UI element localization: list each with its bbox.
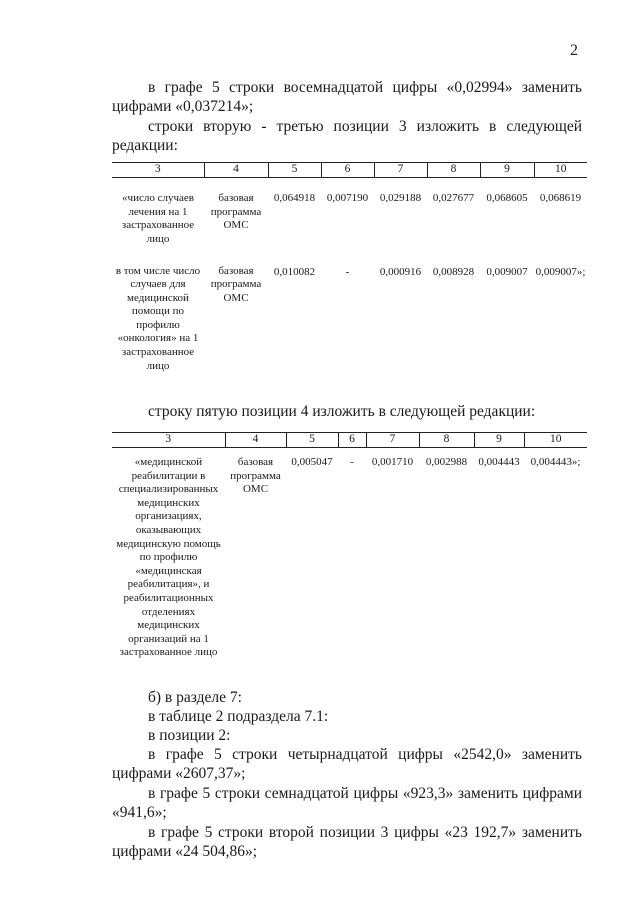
value-cell: 0,004443»; [530,456,581,468]
value-cell: 0,068619 [539,192,582,204]
value-cell: 0,004443 [478,456,520,468]
program-cell: базовая программа ОМС [230,456,281,496]
indicator-cell: «число случаев лечения на 1 застрахованное лицо [121,192,195,245]
value-cell: 0,009007»; [535,265,586,278]
table-header-row [112,163,587,178]
paragraph-row18-graph5 [112,78,582,116]
paragraph-row5-pos4 [148,402,588,421]
value-cell: 0,029188 [379,192,422,204]
col-header-7: 7 [366,433,419,448]
value-cell: 0,008928 [432,265,475,278]
col-header-7: 7 [374,163,427,178]
page-number: 2 [570,42,578,59]
paragraph-row17 [112,784,582,822]
table-row [112,260,587,380]
table2-subsection-line: в таблице 2 подраздела 7.1: [148,708,329,725]
value-cell: 0,000916 [379,265,422,278]
col-header-10: 10 [524,433,587,448]
value-cell: 0,010082 [273,265,316,278]
paragraph-row2-pos3 [112,823,582,861]
indicator-cell: в том числе число случаев для медицинской помощи по профилю «онкология» на 1 застрахованное лицо [115,264,201,372]
value-cell: 0,068605 [486,192,528,204]
col-header-4: 4 [225,433,286,448]
table-row [112,448,587,666]
indicator-cell: «медицинской реабилитации в специализированных медицинских организациях, оказывающих медицинскую помощь по профилю «медицинская реабилитация», и реабилитационных отделениях медицинских организаций на 1 застрахованное лицо [116,456,221,659]
paragraph-text: строку пятую позиции 4 изложить в следующей редакции: [148,403,536,420]
paragraph-text: в графе 5 строки второй позиции 3 цифры «23 192,7» заменить цифрами «24 504,86»; [112,824,582,860]
amend-table-1 [112,162,587,379]
section-7-line: б) в разделе 7: [148,689,242,706]
col-header-8: 8 [427,163,480,178]
value-cell: - [350,456,354,468]
value-cell: 0,064918 [273,192,316,204]
paragraph-text: строки вторую - третью позиции 3 изложить в следующей редакции: [112,118,582,154]
paragraph-text: в графе 5 строки четырнадцатой цифры «2542,0» заменить цифрами «2607,37»; [112,746,582,782]
program-cell: базовая программа ОМС [210,264,262,304]
col-header-3: 3 [112,433,225,448]
col-header-9: 9 [474,433,524,448]
value-cell: 0,005047 [291,456,333,468]
table-header-row [112,433,587,448]
value-cell: 0,002988 [425,456,468,468]
col-header-8: 8 [419,433,474,448]
value-cell: 0,009007 [486,265,528,278]
value-cell: - [345,265,350,278]
amend-table-2 [112,432,587,666]
paragraph-row14 [112,745,582,783]
program-cell: базовая программа ОМС [210,192,262,232]
col-header-3: 3 [112,163,204,178]
col-header-9: 9 [480,163,534,178]
col-header-5: 5 [268,163,321,178]
col-header-10: 10 [534,163,587,178]
value-cell: 0,007190 [326,192,369,204]
value-cell: 0,001710 [371,456,414,468]
paragraph-rows2-3 [112,117,582,155]
table-row [112,178,587,260]
paragraph-text: в графе 5 строки восемнадцатой цифры «0,02994» заменить цифрами «0,037214»; [112,79,582,115]
col-header-6: 6 [321,163,374,178]
col-header-5: 5 [286,433,338,448]
paragraph-text: в графе 5 строки семнадцатой цифры «923,3» заменить цифрами «941,6»; [112,785,582,821]
col-header-4: 4 [204,163,268,178]
col-header-6: 6 [338,433,366,448]
value-cell: 0,027677 [432,192,475,204]
position2-line: в позиции 2: [148,727,231,744]
